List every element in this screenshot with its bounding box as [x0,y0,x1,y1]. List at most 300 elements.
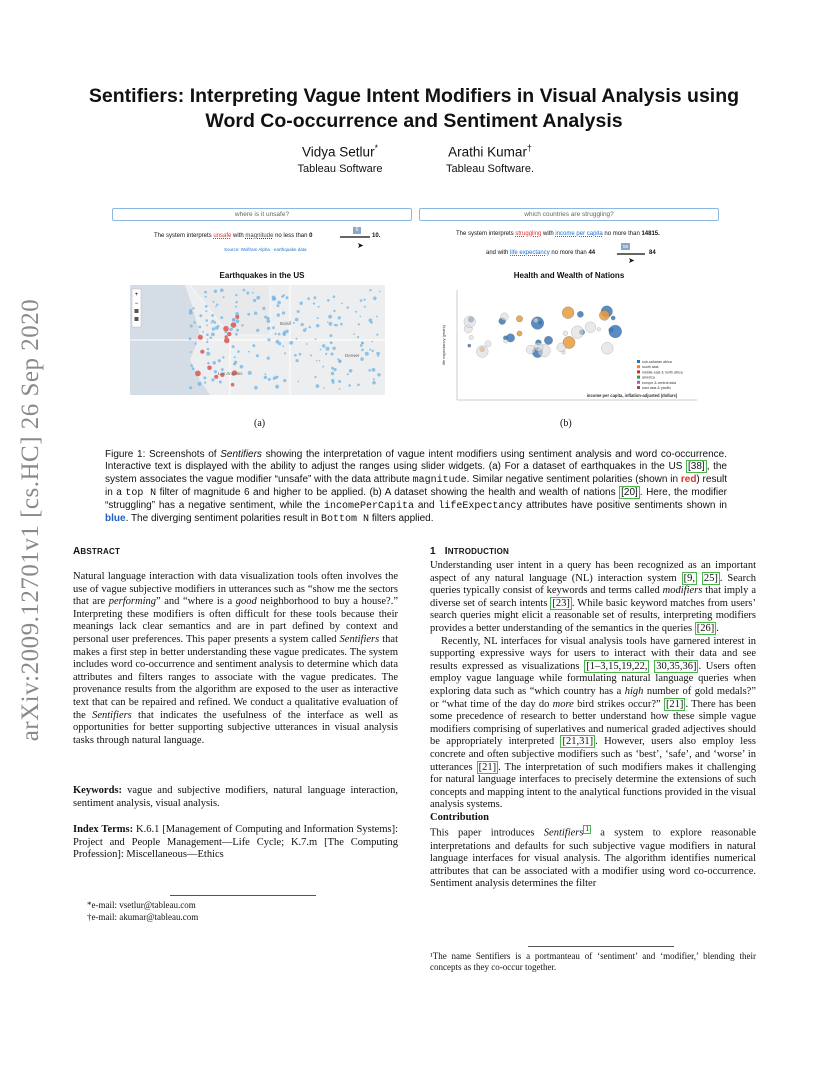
bubble-mark [485,341,491,347]
earthquake-dot [326,347,330,351]
earthquake-dot [190,364,193,367]
earthquake-dot [331,372,334,375]
earthquake-dot [256,329,259,332]
earthquake-dot [277,376,279,378]
cursor-icon: ➤ [357,241,364,250]
earthquake-dot [211,378,214,381]
earthquake-dot [235,301,237,303]
earthquake-dot [190,351,192,353]
bubble-mark [585,322,596,333]
earthquake-dot [338,316,341,319]
earthquake-dot [198,326,201,329]
earthquake-dot-strong [235,315,239,319]
earthquake-dot [369,349,371,351]
earthquake-dot [275,333,277,335]
earthquake-dot [220,289,224,293]
legend-entry: europe & central asia [642,380,676,385]
legend-entry: sub-saharan africa [642,360,672,364]
paper-title [70,84,758,134]
earthquake-dot [216,304,218,306]
earthquake-dot [327,321,329,323]
earthquake-dot [358,323,360,325]
earthquake-dot [368,369,371,372]
legend-swatch [637,370,640,373]
map-label-la: Los Angeles [218,371,243,376]
citation-link[interactable]: [9, [683,572,695,584]
earthquake-dot [377,373,380,376]
earthquake-dot [192,367,195,370]
bubble-mark [516,316,522,322]
earthquake-dot [212,361,216,365]
chart-title-a: Earthquakes in the US [219,271,305,280]
title-line-1: Sentifiers: Interpreting Vague Intent Modifiers in Visual Analysis using [88,85,740,107]
earthquake-dot [307,297,310,300]
earthquake-dot [305,328,307,330]
bubble-mark [562,307,574,319]
earthquake-dot [360,344,363,347]
earthquake-dot [272,326,275,329]
figure-caption: Figure 1: Screenshots of Sentifiers showing the interpretation of vague intent modifiers using sentiment analysis and word co-occurrence. Interactive text is displayed with the ability to adjust the ranges using slider widgets. (a) For a dataset of earthquakes in the US [38] , the system associates the vague modifier “unsafe” with the data attribute magnitude. Similar negative sentiment polarities (shown in red) result in a top N filter of magnitude 6 and higher to be applied. (b) A dataset showing the health and wealth of nations [20] . Here, the modifier “struggling” has a negative sentiment, while the incomePerCapita and lifeExpectancy attributes have positive sentiments shown in blue. The diverging sentiment polarities result in Bottom N filters applied. [105,449,728,526]
earthquake-dot [256,296,260,300]
earthquake-dot [293,322,295,324]
earthquake-dot [284,352,286,354]
earthquake-dot [222,356,224,358]
earthquake-dot [289,341,293,345]
abstract-body: Natural language interaction with data visualization tools often involves the use of vague subjective modifiers in utterances such as “show me the sectors that are performing” and “where is a good neighborhood to buy a house?.” Interpreting these modifiers is often difficult for these tools because their meanings lack clear semantics and are in part defined by context and personal user preferences. This paper presents a system called Sentifiers that makes a first step in better understanding these vague predicates. The system includes word co-occurrence and sentiment analysis to determine which data attributes and filters ranges to associate with the vague predicates. The provenance results from the algorithm are exposed to the user as interactive text that can be repaired and refined. We conduct a qualitative evaluation of the Sentifiers that indicates the usefulness of the interface as well as opportunities for better supporting subjective utterances in visual analysis tasks through natural language. [73,571,399,746]
bubble-mark [533,318,538,323]
earthquake-dot [207,339,209,341]
earthquake-dot [339,388,341,390]
earthquake-dot [316,384,320,388]
earthquake-dot [223,296,225,298]
earthquake-dot [329,322,333,326]
earthquake-dot [347,307,349,309]
bubble-mark [476,346,488,358]
earthquake-dot [275,385,279,389]
earthquake-dot [235,306,237,308]
earthquake-dot [297,310,300,313]
slider-track-b[interactable] [617,253,645,255]
modifier-unsafe[interactable]: unsafe [213,233,232,239]
earthquake-dot [360,316,362,318]
earthquake-dot [332,347,335,350]
earthquake-dot [247,313,250,316]
earthquake-dot [202,331,204,333]
earthquake-dot [283,331,285,333]
footnote-sentifiers: ¹The name Sentifiers is a portmanteau of ‘sentiment’ and ‘modifier,’ blending their concepts as they co-occur together. [430,951,756,972]
map-label-denver: Denver [345,353,360,358]
legend [637,360,683,390]
earthquake-dot [252,292,254,294]
earthquake-dot [212,320,215,323]
interpretation-text-a: The system interprets unsafe with magnitude no less than 0 [154,233,313,239]
earthquake-dot [329,334,332,337]
figure-panel-b [419,205,719,410]
intro-para-2: Recently, NL interfaces for visual analysis tools have garnered interest in supporting expressive ways for users to interact with their data and see results expressed as visualizations [1–3,15,19,22, 30,35,36] . Users often employ vague language while formulating natural language queries when exploring data such as “which country has a high number of gold medals?” or “what time of the day do more bird strikes occur?” [21] . There has been some precedence of research to better understand how these simple vague modifiers comprising of superlatives and numerical graded adjectives should be appropriately interpreted [21,31] . However, users also employ less concrete and often subjective modifiers such as ‘best’, ‘safe’, and ‘worse’ in utterances [21] . The interpretation of such modifiers makes it challenging for natural language interfaces to precisely determine the extensions of such concepts and mapping intent to the analytical functions provided in the visual analysis systems. [430,635,757,811]
earthquake-dot [286,296,289,299]
legend-entry: middle east & north africa [642,370,683,375]
interpretation-line2-b: and with life expectancy no more than 44 [486,250,596,256]
abstract-heading: ABSTRACT [73,546,121,557]
citation-link[interactable]: 30,35,36] [656,660,697,672]
earthquake-dot [369,289,371,291]
source-link-a[interactable]: Source: Wolfram Alpha - earthquake data [224,247,307,252]
bubble-mark [563,331,568,336]
earthquake-dot [235,333,238,336]
earthquake-dot [234,361,237,364]
earthquake-dot [214,290,217,293]
bubble-mark [577,311,583,317]
earthquake-dot [282,345,284,347]
author-2-mark: † [526,143,532,153]
bubble-marks [464,306,622,358]
earthquake-dot-strong [231,322,237,328]
earthquake-dot [369,319,373,323]
bubble-mark [557,343,566,352]
earthquake-dot [232,319,235,322]
footnote-link[interactable]: 1 [585,826,589,834]
earthquake-dot [203,376,206,379]
earthquake-dot-strong [231,383,235,387]
earthquake-dot [241,324,243,326]
earthquake-dot [217,325,219,327]
earthquake-dot [295,318,299,322]
earthquake-dot [254,312,257,315]
earthquake-dot [316,324,319,327]
legend-entry: east asia & pacific [642,386,671,390]
earthquake-dot [234,356,236,358]
intro-para-1: Understanding user intent in a query has been recognized as an important aspect of any natural language (NL) interaction system [9, 25] . Search queries typically consist of keywords and terms called modifiers that imply a diverse set of search intents [23] . While basic keyword matches from users’ search queries might elicit a reasonable set of results, interpreting modifiers provides a better understanding of the semantics in the queries [26] . [430,560,757,634]
earthquake-dot [278,333,281,336]
citation-link[interactable]: [21] [478,761,497,773]
earthquake-dot [214,370,217,373]
earthquake-dot [338,380,341,383]
earthquake-dot [372,341,374,343]
keywords: Keywords: vague and subjective modifiers, natural language interaction, sentiment analysis, visual analysis. [73,785,398,809]
figure-label-a: (a) [254,418,266,429]
contribution-heading: Contribution [430,811,489,823]
bubble-mark [501,313,509,321]
earthquake-dot [373,297,377,301]
earthquake-dot [309,326,311,328]
earthquake-dot [189,386,192,389]
earthquake-dot [192,307,194,309]
earthquake-dot [285,330,289,334]
earthquake-dot [323,387,325,389]
earthquake-dot [264,373,266,375]
slider-track-a[interactable] [340,236,370,238]
intro-heading: 1 INTRODUCTION [430,546,509,557]
earthquake-dot [283,333,286,336]
earthquake-dot [253,299,256,302]
attribute-income[interactable]: income per capita [555,231,603,237]
earthquake-dot [349,369,353,373]
earthquake-dot [328,315,332,319]
x-axis-label: income per capita, inflation-adjusted (dollars) [586,393,678,398]
author-1 [270,143,410,175]
bubble-mark [601,342,613,354]
attribute-magnitude[interactable]: magnitude [245,233,274,239]
earthquake-dot [360,299,363,302]
earthquake-dot [314,376,316,378]
author-1-affil: Tableau Software [297,162,383,175]
earthquake-dot [267,319,271,323]
author-1-name: Vidya Setlur [302,144,375,160]
earthquake-dot [267,338,270,341]
scatter-chart[interactable] [437,285,707,410]
earthquake-dot [377,355,379,357]
earthquake-dot [316,360,318,362]
earthquake-dot [220,316,223,319]
earthquake-dot [207,348,209,350]
earthquake-dot [211,322,213,324]
earthquake-dot [267,327,270,330]
earthquake-dot [306,343,308,345]
author-2-affil: Tableau Software. [445,162,535,175]
slider-max-a: 10. [372,233,381,239]
earthquake-dot [333,310,335,312]
figure-panel-a [112,205,412,410]
earthquake-dot [205,305,208,308]
bubble-mark [544,336,552,344]
earthquake-dot-strong [198,335,203,340]
intro-para-3: This paper introduces Sentifiers $^1$ a system to explore reasonable interpretations and defaults for such subjective vague modifiers in natural language interfaces for visual analysis. The algorithm identifies numerical attributes that can be associated with a modifier using word co-occurrence. Sentiment analysis determines the filter [430,826,756,890]
title-line-2: Word Co-occurrence and Sentiment Analysis [205,110,623,132]
earthquake-dot [193,321,195,323]
earthquake-dot [264,376,267,379]
citation-link[interactable]: [38] [688,461,705,473]
earthquake-dot [278,342,281,345]
earthquake-dot [232,328,234,330]
figure-label-b: (b) [560,418,572,429]
bubble-mark [571,326,584,339]
earthquake-dot [372,368,376,372]
earthquake-dot [273,377,276,380]
earthquake-dot-strong [223,326,229,332]
earthquake-dot [315,338,317,340]
earthquake-dot-strong [207,366,212,371]
earthquake-dot [211,333,215,337]
attribute-life-expectancy[interactable]: life expectancy [510,250,550,256]
footnote-email-2: †e-mail: akumar@tableau.com [87,912,199,922]
bubble-mark [534,343,543,352]
earthquake-dot [341,303,343,305]
earthquake-dot [209,337,212,340]
earthquake-dot [365,352,369,356]
earthquake-dot [325,353,327,355]
bubble-mark [539,321,542,324]
earthquake-dot [215,306,217,308]
earthquake-dot [243,289,246,292]
earthquake-dot [333,295,336,298]
earthquake-dot-strong [224,338,230,344]
earthquake-dot [252,344,255,347]
svg-text:+: + [134,292,139,298]
earthquake-dot [281,296,283,298]
legend-swatch [637,376,640,379]
slider-handle-a[interactable]: 6 [353,227,361,234]
earthquake-dot [319,360,321,362]
earthquake-dot [206,333,209,336]
arxiv-stamp-text: arXiv:2009.12701v1 [cs.HC] 26 Sep 2020 [17,298,44,742]
bubble-mark [468,344,471,347]
author-1-mark: * [374,143,378,153]
earthquake-dot [299,353,302,356]
earthquake-dot [218,359,221,362]
earthquake-dot [283,379,286,382]
legend-swatch [637,381,640,384]
earthquake-dot [208,362,210,364]
earthquake-dot [206,324,208,326]
earthquake-dot [322,366,324,368]
earthquake-dot [376,334,378,336]
earthquake-dot [362,342,364,344]
earthquake-dot [232,345,235,348]
earthquake-dot [236,319,240,323]
author-2-name: Arathi Kumar [448,144,527,160]
earthquake-dot [189,311,193,315]
arxiv-stamp [6,290,56,750]
footnote-rule-2 [528,946,674,947]
index-terms: Index Terms: K.6.1 [Management of Computing and Information Systems]: Project and People Management—Life Cycle; K.7.m [The Computing Profession]: Miscellaneous—Ethics [73,824,398,861]
earthquake-dot [294,354,297,357]
earthquake-dot [235,294,237,296]
bubble-mark [464,316,476,328]
citation-link[interactable]: [23] [552,597,570,609]
earthquake-dot [212,327,216,331]
earthquake-dot [277,304,280,307]
citation-link[interactable]: [21] [665,698,684,710]
earthquake-dot [355,311,357,313]
query-input-a[interactable]: where is it unsafe? [112,208,412,221]
earthquake-dot [248,371,252,375]
earthquake-dot [330,341,333,344]
query-input-b[interactable]: which countries are struggling? [419,208,719,221]
earthquake-dot [357,336,359,338]
legend-swatch [637,365,640,368]
bubble-mark [469,335,473,339]
earthquake-dot [360,357,364,361]
map-label-boise: Boise [280,321,292,326]
earthquake-dot [376,316,378,318]
earthquake-dot [300,302,303,305]
bubble-mark [504,339,508,343]
earthquake-dot-strong [195,371,201,377]
earthquake-dot [277,313,280,316]
citation-link[interactable]: 25] [703,572,718,584]
earthquake-dot [348,384,351,387]
earthquake-dot [254,386,258,390]
bubble-mark [597,328,601,332]
earthquake-dot [248,351,250,353]
earthquake-dot [313,303,315,305]
earthquake-dot [204,382,206,384]
earthquake-dot [357,384,360,387]
citation-link[interactable]: [1–3,15,19,22, [586,660,648,672]
earthquake-dot [296,338,298,340]
legend-entry: south asia [642,365,659,370]
slider-max-b: 84 [649,250,656,256]
earthquake-dot [213,301,215,303]
earthquake-dot [256,354,259,357]
earthquake-dot [277,301,281,305]
citation-link[interactable]: [20] [621,486,638,498]
earthquake-dot [361,349,364,352]
earthquake-dot [372,350,374,352]
earthquake-dot [353,333,355,335]
bubble-mark [517,331,522,336]
slider-handle-b[interactable]: 58 [622,244,628,249]
earthquake-dot [219,381,222,384]
earthquake-dot [379,291,381,293]
earthquake-dot [205,296,207,298]
earthquake-dot [267,357,270,360]
earthquake-dot [340,323,343,326]
earthquake-dot [272,296,276,300]
y-axis-label: life expectancy (years) [441,324,446,366]
earthquake-dot [301,323,304,326]
earthquake-dot [334,324,336,326]
bubble-mark [609,325,622,338]
earthquake-dot [199,314,202,317]
legend-entry: america [642,375,655,380]
earthquake-dot [237,350,240,353]
svg-text:−: − [134,301,139,307]
earthquake-dot-strong [225,335,228,338]
citation-link[interactable]: [21,31] [562,736,594,748]
earthquake-dot [206,352,210,356]
earthquake-dot-strong [200,350,204,354]
earthquake-dot [205,310,207,312]
earthquake-dot [314,296,317,299]
earthquake-dot [189,337,192,340]
earthquake-dot [194,343,196,345]
earthquake-map[interactable] [130,285,385,395]
earthquake-dot [320,349,322,351]
earthquake-dot [296,359,299,362]
earthquake-dot [331,379,334,382]
interpretation-text-b: The system interprets struggling with income per capita no more than 14815. [456,231,660,237]
earthquake-dot [331,353,334,356]
intro-body [430,560,756,891]
earthquake-dot [206,319,209,322]
bubble-mark [526,345,535,354]
earthquake-dot [190,325,193,328]
footnote-email-1: *e-mail: vsetlur@tableau.com [87,900,196,910]
earthquake-dot [310,355,312,357]
earthquake-dot [327,299,330,302]
modifier-struggling[interactable]: struggling [515,231,542,237]
bubble-mark [611,316,615,320]
cursor-icon-b: ➤ [628,256,635,265]
author-2 [420,143,560,175]
earthquake-dot [376,352,380,356]
earthquake-dot [338,360,342,364]
earthquake-dot [211,314,214,317]
earthquake-dot [318,306,320,308]
footnote-rule [170,895,316,896]
citation-link[interactable]: [26] [696,622,715,634]
earthquake-dot [372,381,376,385]
chart-title-b: Health and Wealth of Nations [513,271,625,280]
earthquake-dot [334,368,337,371]
legend-swatch [637,386,640,389]
legend-swatch [637,360,640,363]
earthquake-dot [322,344,326,348]
earthquake-dot [236,329,239,332]
earthquake-dot [268,378,271,381]
earthquake-dot [262,307,265,310]
